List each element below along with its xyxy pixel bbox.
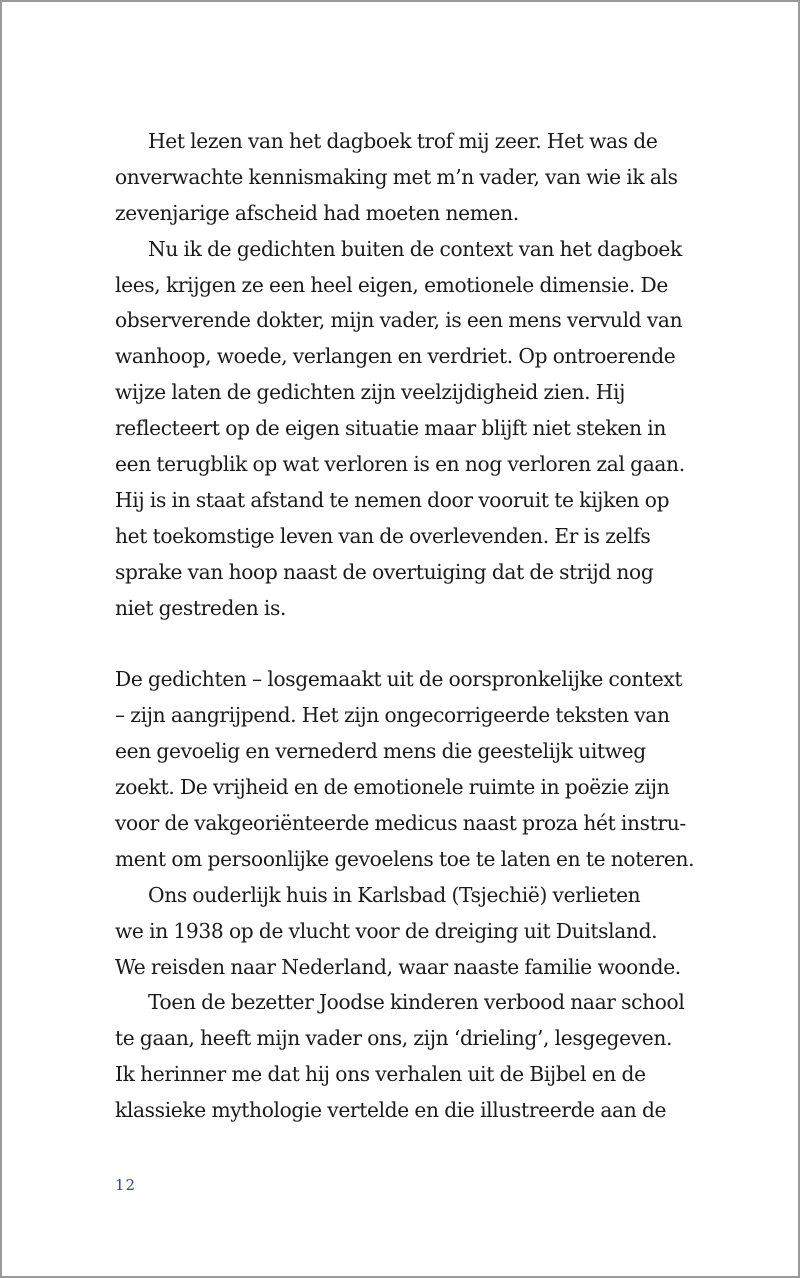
text-line: Het lezen van het dagboek trof mij zeer. Het was de — [148, 129, 658, 153]
paragraph-1 — [115, 124, 695, 232]
text-line: voor de vakgeoriënteerde medicus naast proza hét instru- — [115, 811, 686, 836]
page-number: 12 — [115, 1176, 137, 1194]
text-line: ment om persoonlijke gevoelens toe te laten en te noteren. — [115, 846, 695, 871]
paragraph-5 — [115, 985, 695, 1129]
text-line: De gedichten – losgemaakt uit de oorspronkelijke context — [115, 667, 683, 692]
text-line: een gevoelig en vernederd mens die geestelijk uitweg — [115, 739, 646, 764]
text-line: Toen de bezetter Joodse kinderen verbood naar school — [148, 990, 685, 1015]
text-line: sprake van hoop naast de overtuiging dat de strijd nog — [115, 559, 654, 584]
paragraph-2 — [115, 232, 695, 627]
text-line: een terugblik op wat verloren is en nog verloren zal gaan. — [115, 452, 685, 477]
text-line: onverwachte kennismaking met m’n vader, van wie ik als — [115, 164, 678, 189]
text-line: Ik herinner me dat hij ons verhalen uit de Bijbel en de — [115, 1062, 646, 1087]
text-line: klassieke mythologie vertelde en die illustreerde aan de — [115, 1098, 667, 1123]
text-line: Ons ouderlijk huis in Karlsbad (Tsjechië) verlieten — [148, 882, 641, 907]
section-break — [115, 626, 695, 662]
text-line: zoekt. De vrijheid en de emotionele ruimte in poëzie zijn — [115, 775, 670, 800]
text-line: reflecteert op de eigen situatie maar blijft niet steken in — [115, 416, 666, 441]
text-line: Nu ik de gedichten buiten de context van het dagboek — [148, 236, 682, 261]
text-line: lees, krijgen ze een heel eigen, emotionele dimensie. De — [115, 272, 668, 297]
text-line: wijze laten de gedichten zijn veelzijdigheid zien. Hij — [115, 380, 626, 405]
text-line: te gaan, heeft mijn vader ons, zijn ‘drieling’, lesgegeven. — [115, 1026, 673, 1051]
text-line: We reisden naar Nederland, waar naaste familie woonde. — [115, 954, 681, 979]
body-text — [115, 124, 695, 1129]
text-line: observerende dokter, mijn vader, is een mens vervuld van — [115, 308, 683, 333]
text-line: niet gestreden is. — [115, 595, 287, 620]
text-line: Hij is in staat afstand te nemen door vooruit te kijken op — [115, 487, 670, 512]
text-line: we in 1938 op de vlucht voor de dreiging uit Duitsland. — [115, 918, 658, 943]
paragraph-3 — [115, 662, 695, 877]
text-line: – zijn aangrijpend. Het zijn ongecorrigeerde teksten van — [115, 703, 670, 728]
text-line: het toekomstige leven van de overlevenden. Er is zelfs — [115, 523, 651, 548]
text-line: wanhoop, woede, verlangen en verdriet. Op ontroerende — [115, 344, 676, 369]
text-line: zevenjarige afscheid had moeten nemen. — [115, 200, 519, 225]
paragraph-4 — [115, 878, 695, 986]
